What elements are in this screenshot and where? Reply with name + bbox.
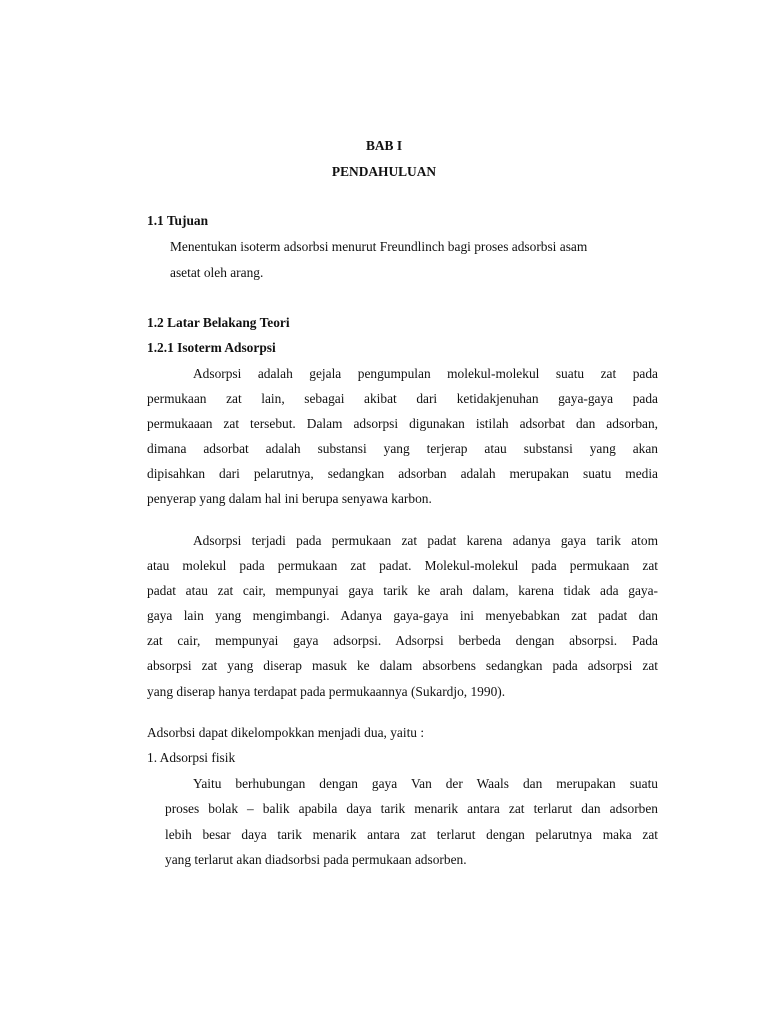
chapter-title: PENDAHULUAN — [331, 164, 437, 179]
section-title-tujuan: 1.1 Tujuan — [147, 213, 209, 228]
tujuan-line-2: asetat oleh arang. — [170, 265, 264, 280]
adsorpsi-fisik-line-1: Yaitu berhubungan dengan gaya Van der Waals dan merupakan suatu — [193, 776, 658, 791]
list-item-adsorpsi-fisik: 1. Adsorpsi fisik — [147, 750, 236, 765]
adsorpsi-fisik-line-4: yang terlarut akan diadsorbsi pada permukaan adsorben. — [165, 852, 467, 867]
classification-intro: Adsorbsi dapat dikelompokkan menjadi dua, yaitu : — [147, 725, 425, 740]
paragraph-1-line-3: permukaaan zat tersebut. Dalam adsorpsi digunakan istilah adsorbat dan adsorban, — [147, 416, 658, 431]
chapter-number: BAB I — [365, 138, 403, 153]
paragraph-1-line-4: dimana adsorbat adalah substansi yang terjerap atau substansi yang akan — [147, 441, 658, 456]
paragraph-2-line-7: yang diserap hanya terdapat pada permukaannya (Sukardjo, 1990). — [147, 684, 506, 699]
paragraph-2-line-6: absorpsi zat yang diserap masuk ke dalam absorbens sedangkan pada adsorpsi zat — [147, 658, 658, 673]
paragraph-1-line-1: Adsorpsi adalah gejala pengumpulan molekul-molekul suatu zat pada — [193, 366, 658, 381]
paragraph-2-line-2: atau molekul pada permukaan zat padat. Molekul-molekul pada permukaan zat — [147, 558, 658, 573]
paragraph-1-line-6: penyerap yang dalam hal ini berupa senyawa karbon. — [147, 491, 432, 506]
paragraph-2-line-5: zat cair, mempunyai gaya adsorpsi. Adsorpsi berbeda dengan absorpsi. Pada — [147, 633, 658, 648]
adsorpsi-fisik-line-3: lebih besar daya tarik menarik antara zat terlarut dengan pelarutnya maka zat — [165, 827, 658, 842]
paragraph-1-line-5: dipisahkan dari pelarutnya, sedangkan adsorban adalah merupakan suatu media — [147, 466, 658, 481]
paragraph-2-line-4: gaya lain yang mengimbangi. Adanya gaya-gaya ini menyebabkan zat padat dan — [147, 608, 658, 623]
paragraph-2-line-3: padat atau zat cair, mempunyai gaya tarik ke arah dalam, karena tidak ada gaya- — [147, 583, 658, 598]
paragraph-1-line-2: permukaan zat lain, sebagai akibat dari ketidakjenuhan gaya-gaya pada — [147, 391, 658, 406]
paragraph-2-line-1: Adsorpsi terjadi pada permukaan zat padat karena adanya gaya tarik atom — [193, 533, 658, 548]
subsection-title-isoterm: 1.2.1 Isoterm Adsorpsi — [147, 340, 276, 355]
tujuan-line-1: Menentukan isoterm adsorbsi menurut Freundlinch bagi proses adsorbsi asam — [170, 239, 588, 254]
adsorpsi-fisik-line-2: proses bolak – balik apabila daya tarik menarik antara zat terlarut dan adsorben — [165, 801, 658, 816]
section-title-latar-belakang: 1.2 Latar Belakang Teori — [147, 315, 290, 330]
